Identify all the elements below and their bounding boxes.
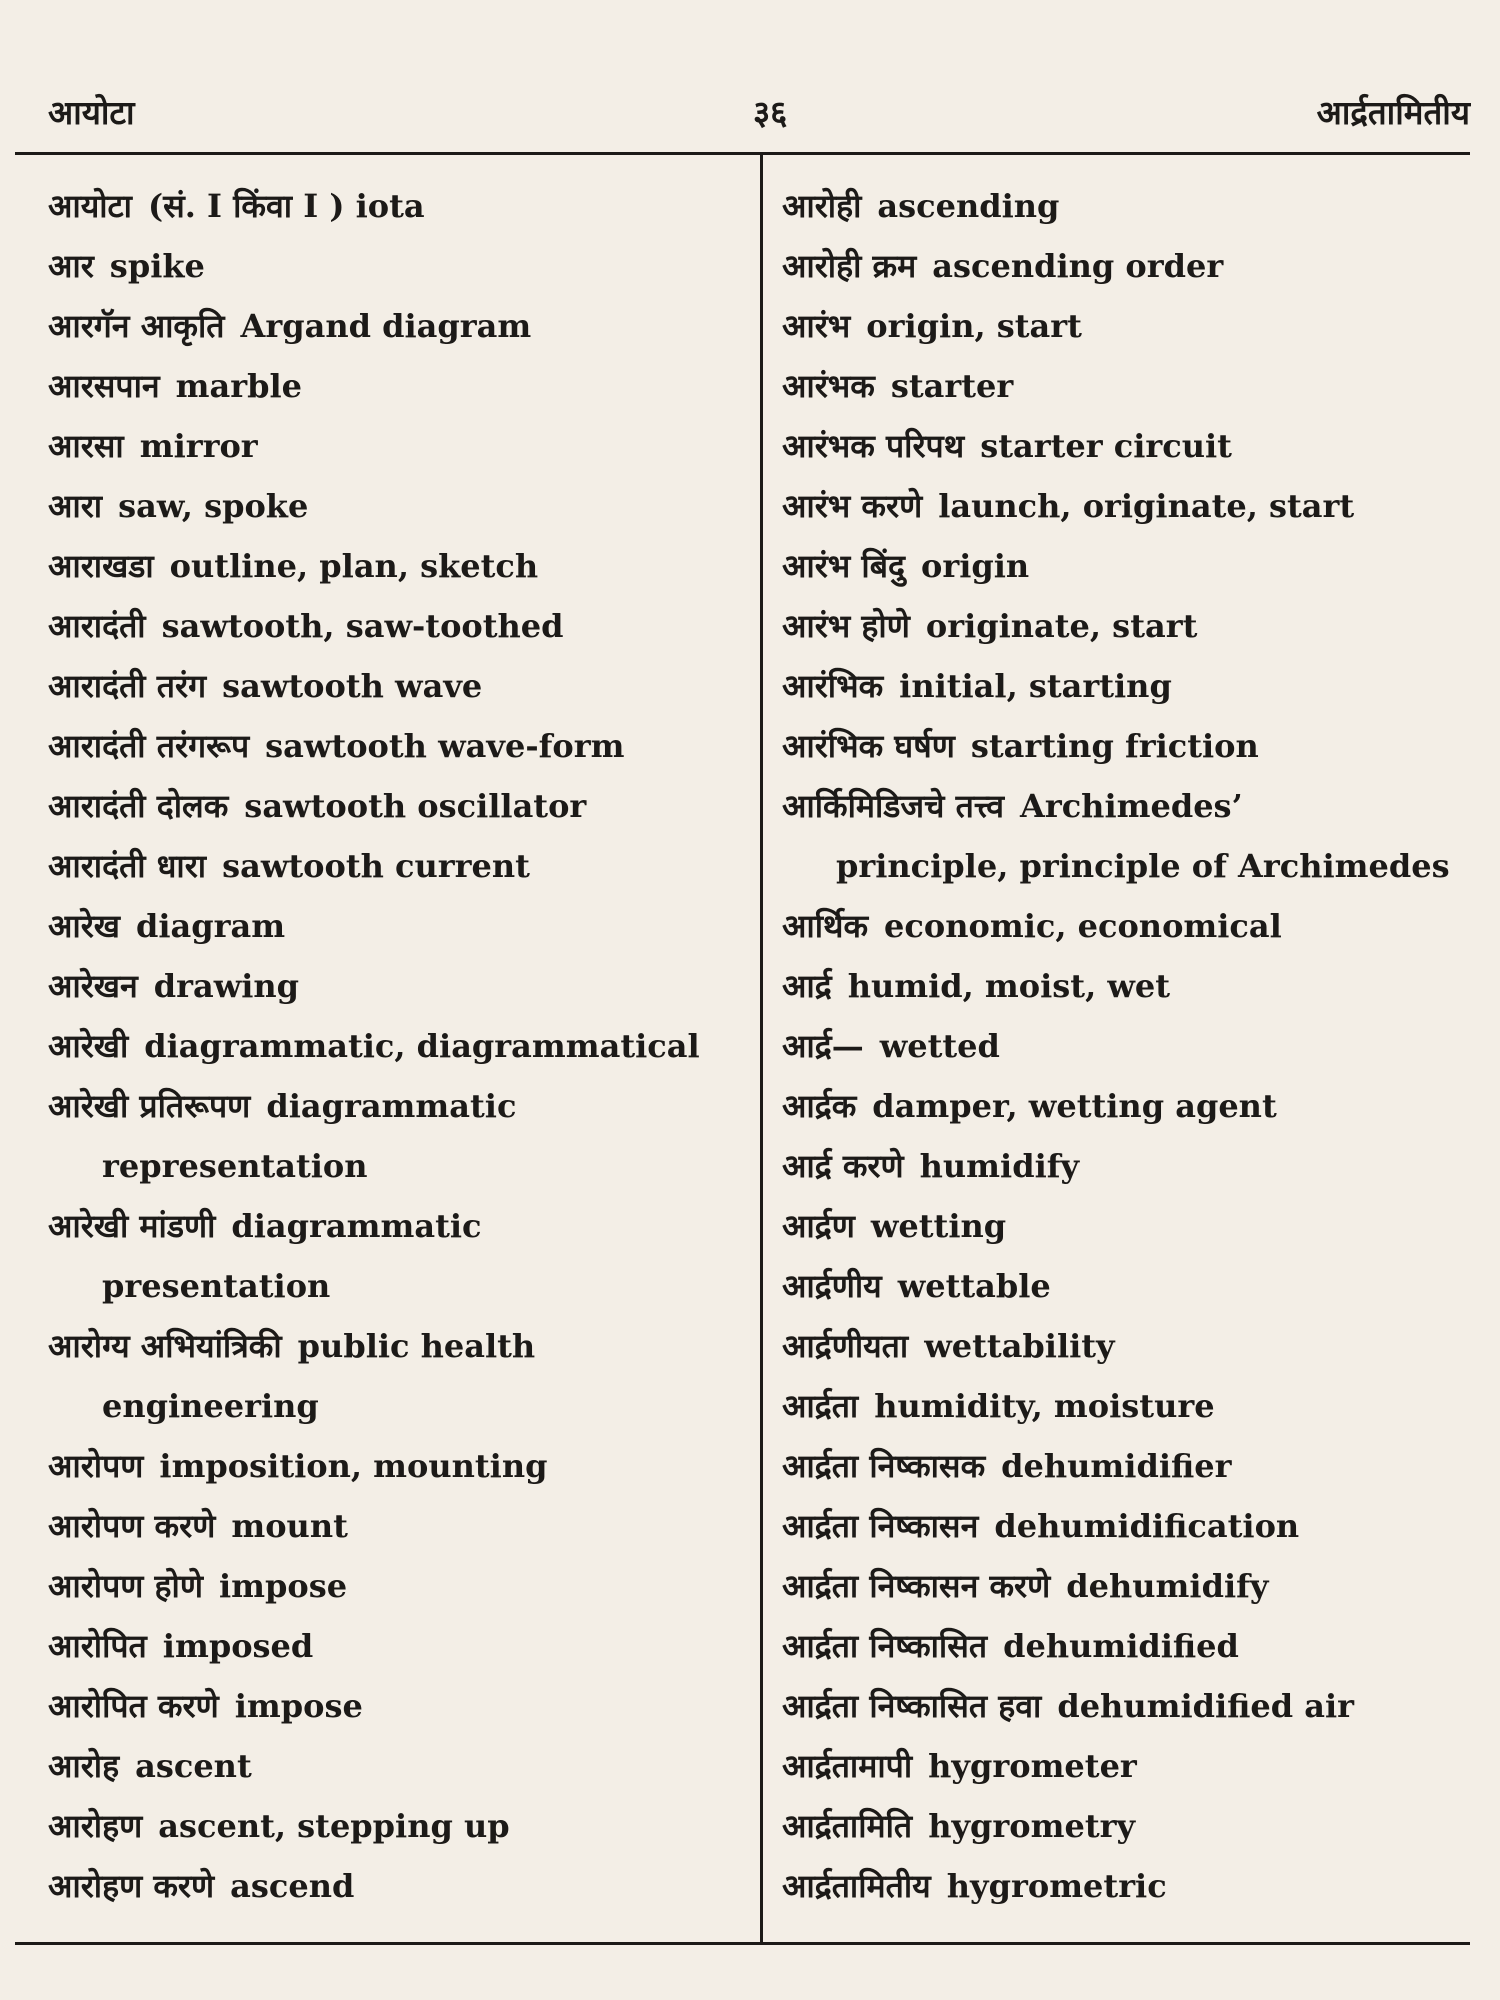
marathi-headword: आरेखी मांडणी [48,1207,216,1245]
dictionary-entry [782,1436,1482,1496]
marathi-headword: आरोग्य अभियांत्रिकी [48,1327,282,1365]
english-translation: dehumidified [1003,1627,1239,1665]
english-translation: sawtooth wave-form [265,727,625,765]
marathi-headword: आरेख [48,907,120,945]
marathi-headword: आरंभ बिंदु [782,547,905,585]
marathi-headword: आराखडा [48,547,154,585]
english-translation: diagrammatic [231,1207,482,1245]
english-translation: origin [920,547,1030,585]
english-translation: Argand diagram [240,307,532,345]
dictionary-entry-continuation [782,836,1482,896]
marathi-headword: आरोपण करणे [48,1507,216,1545]
dictionary-entry [782,776,1482,836]
dictionary-entry [782,716,1482,776]
english-translation: representation [102,1147,368,1185]
english-translation: wettability [924,1327,1115,1365]
english-translation: humid, moist, wet [847,967,1171,1005]
dictionary-entry [48,596,748,656]
footer-rule [15,1942,1470,1945]
marathi-headword: आर्द्रता निष्कासक [782,1447,986,1485]
english-translation: starting friction [970,727,1259,765]
dictionary-entry [48,1676,748,1736]
marathi-headword: आरोही क्रम [782,247,917,285]
marathi-headword: आरोहण [48,1807,143,1845]
marathi-headword: आयोटा [48,187,132,225]
english-translation: sawtooth, saw-toothed [161,607,564,645]
english-translation: dehumidified air [1057,1687,1355,1725]
dictionary-entry [782,476,1482,536]
dictionary-entry [48,716,748,776]
english-translation: origin, start [866,307,1082,345]
marathi-headword: आर्द्र— [782,1027,864,1065]
english-translation: ascending order [932,247,1224,285]
english-translation: sawtooth current [222,847,530,885]
marathi-headword: आरादंती तरंगरूप [48,727,250,765]
dictionary-entry [48,1436,748,1496]
english-translation: hygrometry [928,1807,1136,1845]
marathi-headword: आर्द्रता [782,1387,859,1425]
english-translation: initial, starting [899,667,1172,705]
marathi-headword: आरोपित [48,1627,147,1665]
dictionary-entry [48,896,748,956]
dictionary-entry [782,1076,1482,1136]
dictionary-entry [782,356,1482,416]
english-translation: engineering [102,1387,319,1425]
dictionary-entry [48,956,748,1016]
english-translation: damper, wetting agent [872,1087,1277,1125]
marathi-headword: आरादंती [48,607,146,645]
marathi-headword: आरादंती धारा [48,847,207,885]
dictionary-entry [782,1616,1482,1676]
dictionary-entry [782,656,1482,716]
english-translation: dehumidify [1066,1567,1269,1605]
marathi-headword: आरादंती तरंग [48,667,207,705]
marathi-headword: आरसपान [48,367,160,405]
marathi-headword: आरंभिक [782,667,884,705]
english-translation: hygrometric [946,1867,1167,1905]
english-translation: launch, originate, start [938,487,1355,525]
marathi-headword: आर्द्रणीयता [782,1327,909,1365]
marathi-headword: आरोहण करणे [48,1867,215,1905]
dictionary-entry [782,1736,1482,1796]
english-translation: starter [890,367,1014,405]
dictionary-entry [48,1496,748,1556]
marathi-headword: आरोही [782,187,862,225]
marathi-headword: आर्द्रतामितीय [782,1867,931,1905]
english-translation: saw, spoke [118,487,309,525]
marathi-headword: आर्द्रणीय [782,1267,882,1305]
marathi-headword: आरेखी प्रतिरूपण [48,1087,251,1125]
dictionary-entry [782,176,1482,236]
marathi-headword: आरा [48,487,103,525]
marathi-headword: आर्थिक [782,907,869,945]
guide-word-right: आर्द्रतामितीय [1316,93,1470,132]
dictionary-entry [782,1316,1482,1376]
right-column [782,176,1482,1916]
marathi-headword: आरेखी [48,1027,129,1065]
english-translation: spike [109,247,205,285]
dictionary-entry [782,1016,1482,1076]
dictionary-entry [48,176,748,236]
english-translation: diagrammatic [266,1087,517,1125]
english-translation: dehumidification [994,1507,1300,1545]
dictionary-entry [48,1556,748,1616]
english-translation: principle, principle of Archimedes [836,847,1450,885]
dictionary-entry [48,776,748,836]
english-translation: drawing [153,967,300,1005]
english-translation: imposition, mounting [159,1447,548,1485]
dictionary-entry [48,1016,748,1076]
dictionary-entry [782,536,1482,596]
dictionary-entry [782,1136,1482,1196]
english-translation: diagrammatic, diagrammatical [144,1027,700,1065]
dictionary-entry-continuation [48,1256,748,1316]
dictionary-entry [48,1316,748,1376]
dictionary-entry [48,1736,748,1796]
english-translation: ascent [135,1747,252,1785]
dictionary-entry [782,1376,1482,1436]
column-divider [760,153,763,1944]
page-number: ३६ [753,93,788,132]
marathi-headword: आर्द्रता निष्कासित हवा [782,1687,1042,1725]
marathi-headword: आर्द्रण [782,1207,855,1245]
english-translation: ascent, stepping up [158,1807,510,1845]
english-translation: diagram [135,907,286,945]
dictionary-entry [48,236,748,296]
marathi-headword: आर्द्रक [782,1087,857,1125]
dictionary-entry [48,356,748,416]
dictionary-entry [782,956,1482,1016]
dictionary-entry [48,1616,748,1676]
english-translation: public health [297,1327,536,1365]
marathi-headword: आरंभक परिपथ [782,427,965,465]
dictionary-entry [48,656,748,716]
dictionary-entry [48,296,748,356]
header-rule [15,152,1470,155]
marathi-headword: आरादंती दोलक [48,787,229,825]
english-translation: ascending [877,187,1060,225]
dictionary-entry [48,1856,748,1916]
marathi-headword: आर्द्रता निष्कासन [782,1507,979,1545]
dictionary-entry [48,536,748,596]
dictionary-entry [782,1496,1482,1556]
marathi-headword: आरंभ होणे [782,607,910,645]
guide-word-left: आयोटा [48,93,135,132]
marathi-headword: आर्द्रतामापी [782,1747,913,1785]
marathi-headword: आरगॅन आकृति [48,307,225,345]
marathi-headword: आर्द्रता निष्कासित [782,1627,988,1665]
dictionary-entry [48,1796,748,1856]
dictionary-entry [782,1256,1482,1316]
marathi-headword: आरंभ [782,307,851,345]
marathi-headword: आर्द्र करणे [782,1147,904,1185]
marathi-headword: आर्किमिडिजचे तत्त्व [782,787,1004,825]
marathi-headword: आरंभिक घर्षण [782,727,955,765]
english-translation: wettable [897,1267,1051,1305]
dictionary-entry-continuation [48,1136,748,1196]
dictionary-entry [782,1556,1482,1616]
english-translation: presentation [102,1267,331,1305]
marathi-headword: आरसा [48,427,124,465]
english-translation: imposed [162,1627,314,1665]
english-translation: hygrometer [928,1747,1137,1785]
english-translation: starter circuit [980,427,1232,465]
page-header [48,88,1470,138]
english-translation: mirror [139,427,258,465]
english-translation: humidify [919,1147,1080,1185]
marathi-headword: आर्द्रतामिति [782,1807,913,1845]
english-translation: sawtooth wave [222,667,483,705]
left-column [48,176,748,1916]
marathi-headword: आर्द्र [782,967,832,1005]
english-translation: economic, economical [884,907,1282,945]
english-translation: mount [231,1507,348,1545]
english-translation: outline, plan, sketch [169,547,539,585]
marathi-headword: आरोह [48,1747,120,1785]
marathi-headword: आरंभक [782,367,875,405]
dictionary-entry [48,1076,748,1136]
marathi-headword: आरेखन [48,967,138,1005]
english-translation: (सं. I किंवा I ) iota [147,187,425,225]
dictionary-entry [782,416,1482,476]
english-translation: wetted [879,1027,1000,1065]
english-translation: ascend [230,1867,355,1905]
english-translation: marble [175,367,302,405]
marathi-headword: आर [48,247,94,285]
english-translation: sawtooth oscillator [244,787,587,825]
dictionary-entry [782,1856,1482,1916]
english-translation: dehumidifier [1001,1447,1232,1485]
dictionary-entry [48,836,748,896]
dictionary-entry [782,1196,1482,1256]
english-translation: impose [218,1567,348,1605]
dictionary-entry [48,416,748,476]
marathi-headword: आरोपण होणे [48,1567,203,1605]
marathi-headword: आर्द्रता निष्कासन करणे [782,1567,1051,1605]
dictionary-entry [782,236,1482,296]
marathi-headword: आरोपण [48,1447,144,1485]
english-translation: Archimedes’ [1020,787,1243,825]
dictionary-entry-continuation [48,1376,748,1436]
english-translation: impose [234,1687,363,1725]
marathi-headword: आरोपित करणे [48,1687,219,1725]
english-translation: humidity, moisture [874,1387,1215,1425]
dictionary-entry [782,896,1482,956]
dictionary-entry [782,596,1482,656]
marathi-headword: आरंभ करणे [782,487,923,525]
dictionary-entry [782,1676,1482,1736]
dictionary-entry [782,1796,1482,1856]
dictionary-entry [48,476,748,536]
dictionary-entry [782,296,1482,356]
dictionary-entry [48,1196,748,1256]
english-translation: wetting [870,1207,1007,1245]
english-translation: originate, start [925,607,1198,645]
